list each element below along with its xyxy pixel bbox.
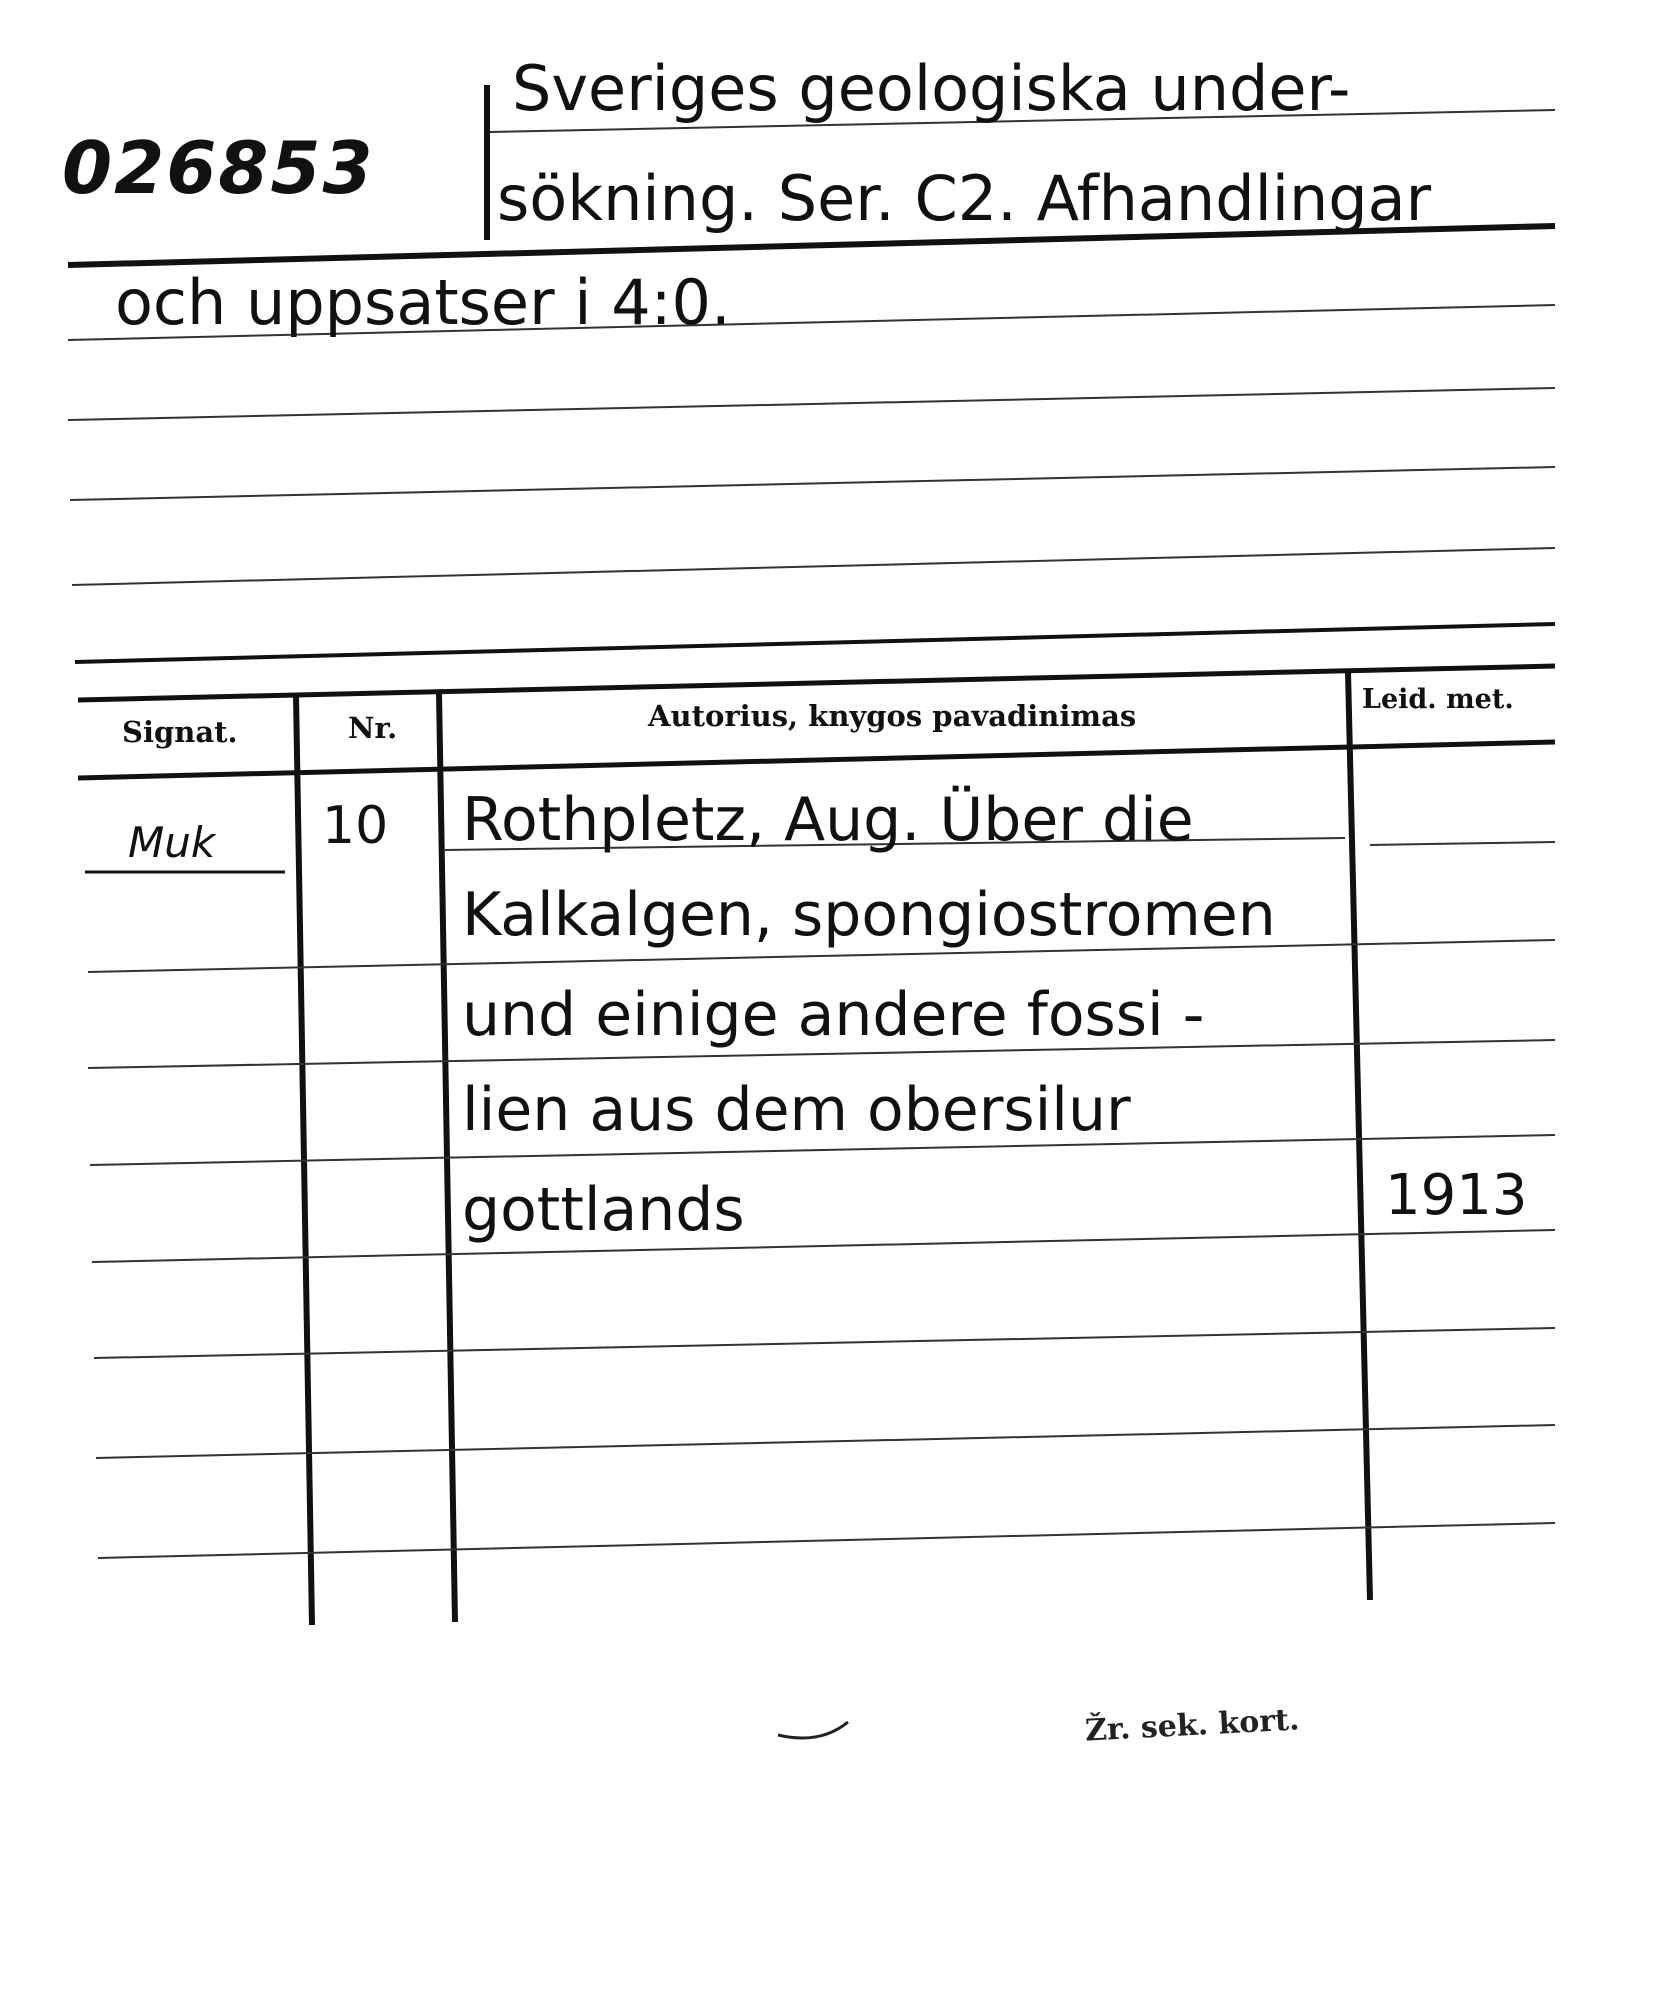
catalog-number: 026853 [62,126,375,210]
blank-rule-3 [70,467,1555,500]
title-line-1: Sveriges geologiska under- [512,52,1351,125]
blank-rule-5 [75,624,1555,662]
entry-signat: Muk [128,818,216,867]
header-author: Autorius, knygos pavadinimas [648,699,1137,733]
header-nr: Nr. [348,711,398,745]
footer-stamp: Žr. sek. kort. [1084,1702,1301,1749]
entry-author-line-1: Rothpletz, Aug. Über die [462,785,1194,855]
entry-author-line-4: lien aus dem obersilur [462,1075,1131,1145]
row-rule-year-1 [1370,842,1555,845]
entry-year: 1913 [1385,1163,1528,1228]
entry-author-line-5: gottlands [462,1175,745,1245]
header-signat: Signat. [122,715,238,749]
col-divider-3 [1348,672,1370,1600]
blank-rule-4 [72,548,1555,585]
title-line-3: och uppsatser i 4:0. [115,266,731,339]
footer-mark [778,1722,848,1738]
entry-author-line-3: und einige andere fossi - [462,980,1205,1050]
table-top-rule [78,666,1555,700]
row-rule-5 [92,1230,1555,1262]
blank-rule-2 [68,388,1555,420]
entry-nr: 10 [322,796,389,856]
row-rule-6 [94,1328,1555,1358]
header-year: Leid. met. [1362,684,1514,715]
row-rule-8 [98,1523,1555,1558]
row-rule-7 [96,1425,1555,1458]
entry-author-line-2: Kalkalgen, spongiostromen [462,880,1276,950]
title-line-2: sökning. Ser. C2. Afhandlingar [497,162,1432,235]
